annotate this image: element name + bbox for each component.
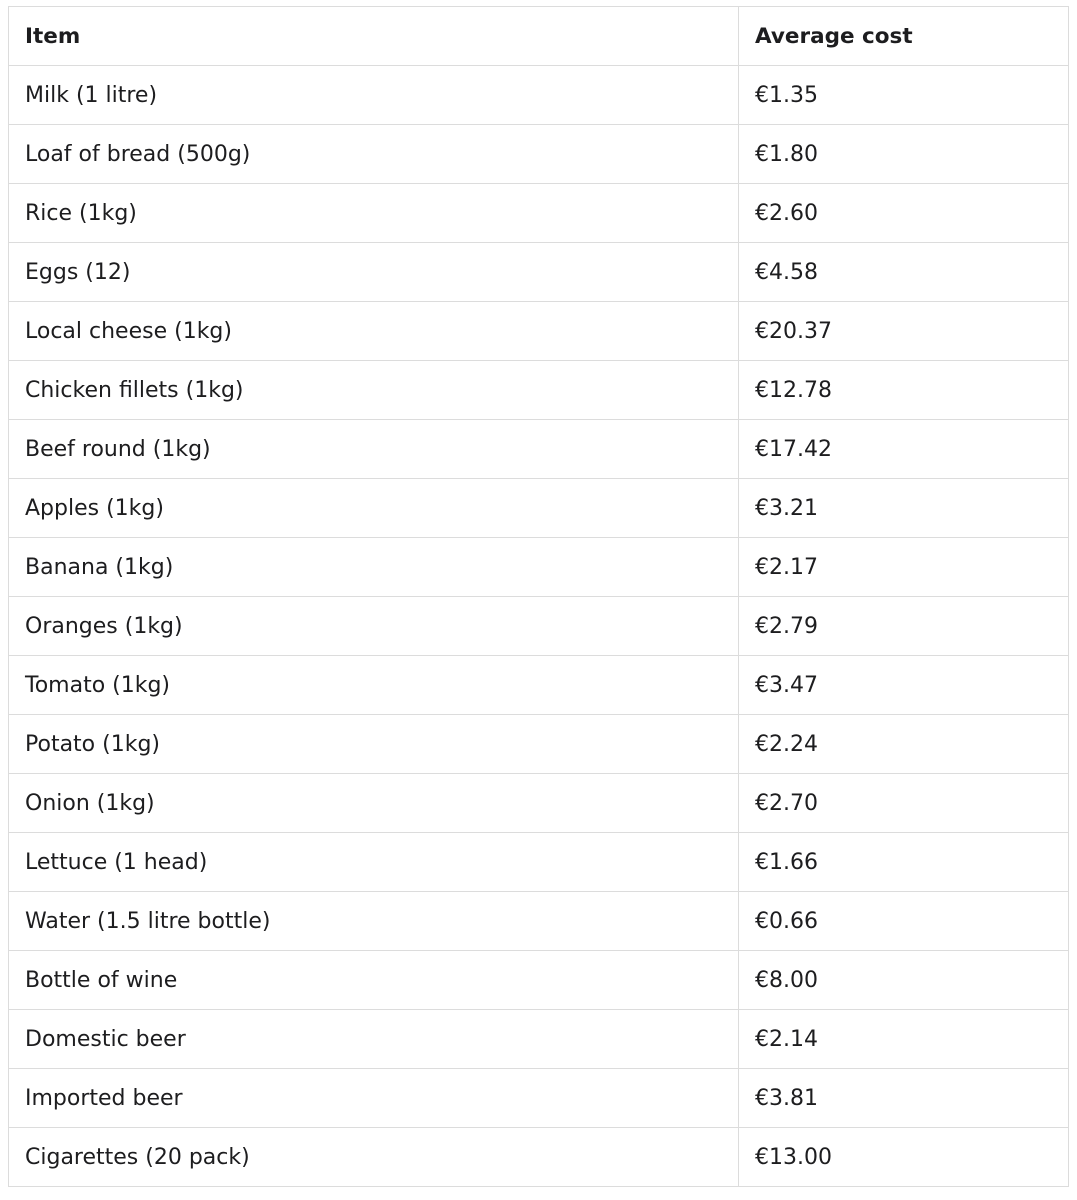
table-row (9, 1069, 1069, 1128)
cost-cell: €12.78 (739, 361, 1069, 420)
cost-cell: €4.58 (739, 243, 1069, 302)
cost-cell: €1.66 (739, 833, 1069, 892)
cost-cell: €2.14 (739, 1010, 1069, 1069)
item-cell: Banana (1kg) (9, 538, 739, 597)
cost-cell: €3.81 (739, 1069, 1069, 1128)
table-row (9, 951, 1069, 1010)
item-cell: Imported beer (9, 1069, 739, 1128)
cost-cell: €1.35 (739, 66, 1069, 125)
cost-cell: €13.00 (739, 1128, 1069, 1187)
cost-cell: €3.47 (739, 656, 1069, 715)
item-cell: Cigarettes (20 pack) (9, 1128, 739, 1187)
item-cell: Apples (1kg) (9, 479, 739, 538)
item-cell: Water (1.5 litre bottle) (9, 892, 739, 951)
table-row (9, 184, 1069, 243)
table-row (9, 1128, 1069, 1187)
cost-cell: €3.21 (739, 479, 1069, 538)
cost-cell: €20.37 (739, 302, 1069, 361)
table-row (9, 656, 1069, 715)
table-body (9, 66, 1069, 1187)
table-row (9, 715, 1069, 774)
cost-cell: €17.42 (739, 420, 1069, 479)
item-cell: Rice (1kg) (9, 184, 739, 243)
item-cell: Bottle of wine (9, 951, 739, 1010)
item-cell: Milk (1 litre) (9, 66, 739, 125)
table-row (9, 774, 1069, 833)
item-cell: Chicken fillets (1kg) (9, 361, 739, 420)
item-cell: Tomato (1kg) (9, 656, 739, 715)
column-header-average-cost: Average cost (739, 7, 1069, 66)
cost-cell: €8.00 (739, 951, 1069, 1010)
item-cell: Oranges (1kg) (9, 597, 739, 656)
cost-table-container (8, 6, 1068, 1187)
table-header-row (9, 7, 1069, 66)
item-cell: Local cheese (1kg) (9, 302, 739, 361)
table-row (9, 597, 1069, 656)
cost-cell: €2.17 (739, 538, 1069, 597)
table-row (9, 420, 1069, 479)
cost-cell: €0.66 (739, 892, 1069, 951)
table-row (9, 1010, 1069, 1069)
cost-cell: €2.24 (739, 715, 1069, 774)
table-row (9, 833, 1069, 892)
cost-cell: €2.79 (739, 597, 1069, 656)
cost-cell: €2.70 (739, 774, 1069, 833)
table-row (9, 66, 1069, 125)
item-cell: Lettuce (1 head) (9, 833, 739, 892)
table-row (9, 479, 1069, 538)
item-cell: Loaf of bread (500g) (9, 125, 739, 184)
item-cell: Beef round (1kg) (9, 420, 739, 479)
table-row (9, 361, 1069, 420)
table-row (9, 892, 1069, 951)
column-header-item: Item (9, 7, 739, 66)
item-cell: Eggs (12) (9, 243, 739, 302)
cost-cell: €2.60 (739, 184, 1069, 243)
item-cell: Potato (1kg) (9, 715, 739, 774)
table-row (9, 243, 1069, 302)
table-row (9, 125, 1069, 184)
cost-cell: €1.80 (739, 125, 1069, 184)
cost-table (8, 6, 1069, 1187)
table-row (9, 302, 1069, 361)
table-row (9, 538, 1069, 597)
item-cell: Onion (1kg) (9, 774, 739, 833)
item-cell: Domestic beer (9, 1010, 739, 1069)
